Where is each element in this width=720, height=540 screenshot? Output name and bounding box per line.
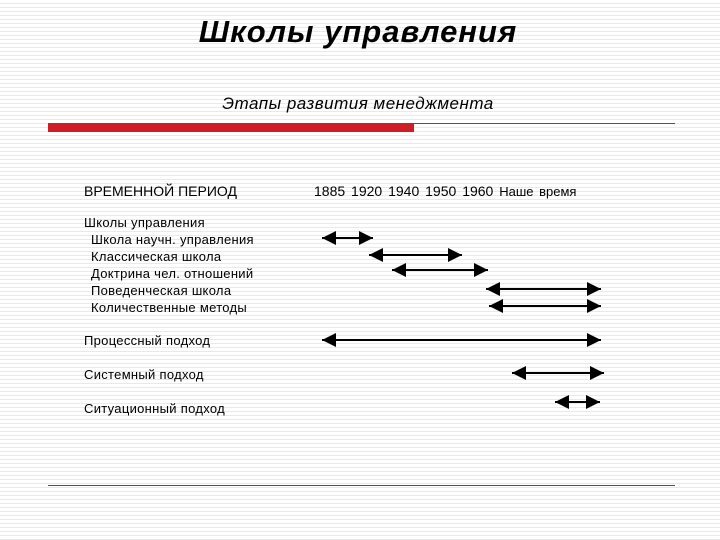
year-label: 1920: [351, 183, 383, 199]
school-behavioral: Поведенческая школа: [91, 283, 232, 298]
process-approach-label: Процессный подход: [84, 333, 211, 348]
system-approach-label: Системный подход: [84, 367, 204, 382]
year-label: 1940: [388, 183, 420, 199]
slide-subtitle: Этапы развития менеджмента: [222, 94, 494, 113]
year-label: 1960: [462, 183, 494, 199]
school-quantitative: Количественные методы: [91, 300, 248, 315]
year-label: 1950: [425, 183, 457, 199]
situational-approach-label: Ситуационный подход: [84, 401, 226, 416]
schools-heading: Школы управления: [84, 215, 205, 230]
slide-title: Школы управления: [198, 14, 518, 49]
period-header: ВРЕМЕННОЙ ПЕРИОД: [84, 183, 237, 199]
school-classical: Классическая школа: [91, 249, 222, 264]
school-human-relations: Доктрина чел. отношений: [91, 266, 254, 281]
bottom-divider: [48, 485, 675, 486]
year-label-present: Наше время: [499, 184, 577, 199]
school-scientific: Школа научн. управления: [91, 232, 254, 247]
year-label: 1885: [314, 183, 346, 199]
